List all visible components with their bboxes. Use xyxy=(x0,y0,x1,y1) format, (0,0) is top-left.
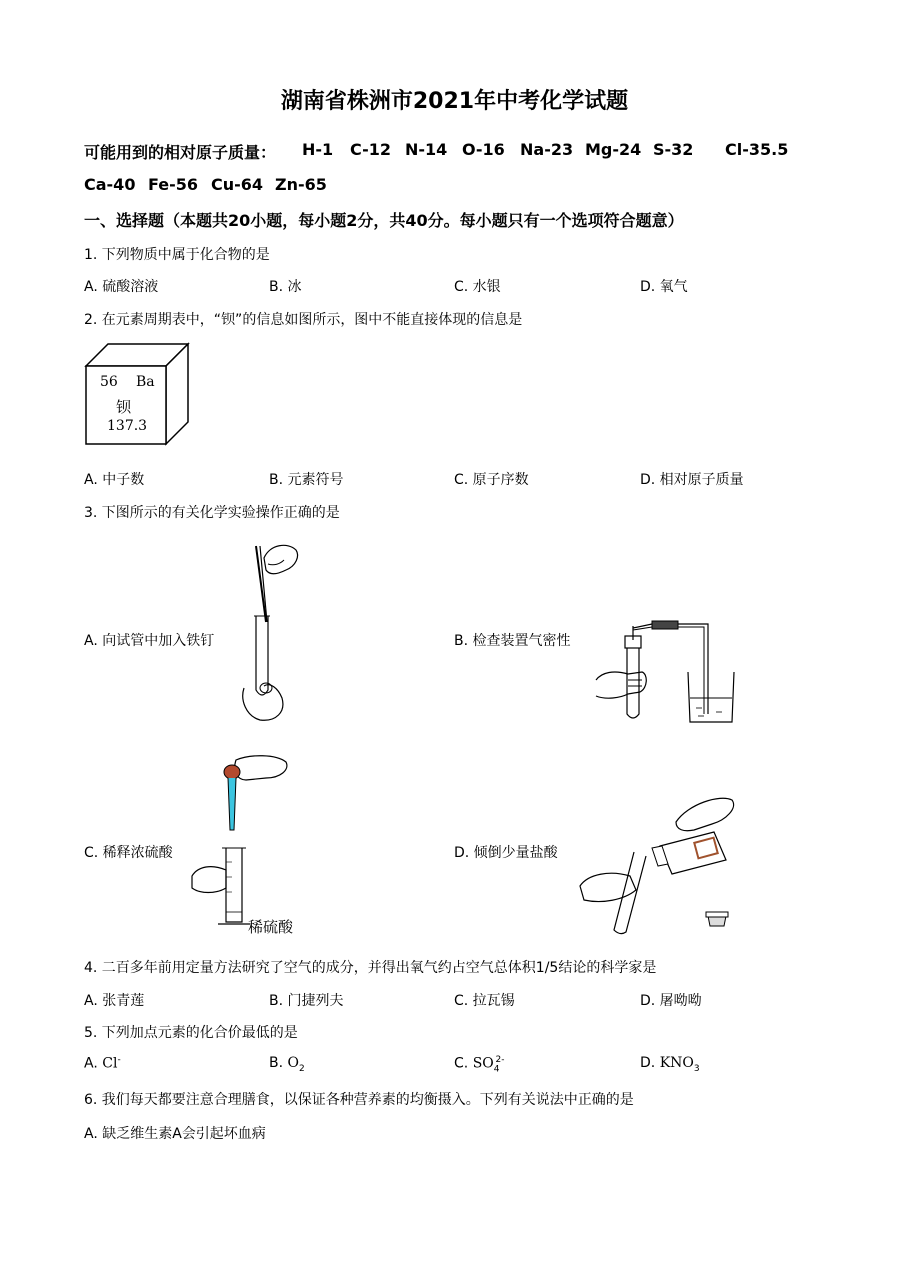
mass-o: O-16 xyxy=(462,140,505,159)
atomic-mass-label: 可能用到的相对原子质量： xyxy=(84,143,277,162)
mass-cl: Cl-35.5 xyxy=(725,140,789,159)
mass-mg: Mg-24 xyxy=(585,140,642,159)
q5-option-b-formula: O xyxy=(287,1055,299,1071)
mass-na: Na-23 xyxy=(520,140,574,159)
q2-option-a: A. 中子数 xyxy=(84,472,145,488)
figure-a-add-nail xyxy=(236,540,306,722)
q4-option-a: A. 张青莲 xyxy=(84,993,145,1009)
q3-option-a: A. 向试管中加入铁钉 xyxy=(84,633,215,649)
q5-option-b-prefix: B. xyxy=(269,1055,288,1071)
q5-option-d xyxy=(640,1055,700,1074)
q5-option-a-charge: - xyxy=(117,1055,121,1065)
q5-option-c-prefix: C. xyxy=(454,1055,473,1072)
page-title: 湖南省株洲市2021年中考化学试题 xyxy=(280,89,629,114)
q5-option-c-formula: SO xyxy=(472,1055,494,1072)
q3-option-d: D. 倾倒少量盐酸 xyxy=(454,845,558,861)
q1-option-a: A. 硫酸溶液 xyxy=(84,279,159,295)
q1-option-c: C. 水银 xyxy=(454,279,501,295)
q5-option-a-prefix: A. xyxy=(84,1055,103,1072)
q2-option-b: B. 元素符号 xyxy=(269,472,344,488)
q3-option-c: C. 稀释浓硫酸 xyxy=(84,845,173,861)
q5-option-c-charge: 2- xyxy=(495,1055,505,1065)
q3-option-b: B. 检查装置气密性 xyxy=(454,633,571,649)
mass-n: N-14 xyxy=(405,140,448,159)
mass-s: S-32 xyxy=(653,140,694,159)
q2-option-d: D. 相对原子质量 xyxy=(640,472,744,488)
mass-c: C-12 xyxy=(350,140,392,159)
mass-zn: Zn-65 xyxy=(275,175,327,194)
q5-option-a xyxy=(84,1055,121,1072)
question-1-stem: 1. 下列物质中属于化合物的是 xyxy=(84,247,270,263)
q2-option-c: C. 原子序数 xyxy=(454,472,529,488)
figure-d-pour-acid xyxy=(576,790,746,940)
mass-fe: Fe-56 xyxy=(148,175,199,194)
element-name: 钡 xyxy=(116,398,132,416)
q5-option-d-formula: KNO xyxy=(659,1055,694,1071)
q5-option-c xyxy=(454,1055,504,1074)
question-5-stem: 5. 下列加点元素的化合价最低的是 xyxy=(84,1025,298,1041)
q5-option-d-subscript: 3 xyxy=(693,1063,700,1074)
question-3-stem: 3. 下图所示的有关化学实验操作正确的是 xyxy=(84,505,340,521)
question-2-stem: 2. 在元素周期表中，“钡”的信息如图所示，图中不能直接体现的信息是 xyxy=(84,312,523,328)
q5-option-b xyxy=(269,1055,305,1074)
q1-option-d: D. 氧气 xyxy=(640,279,688,295)
question-6-stem: 6. 我们每天都要注意合理膳食，以保证各种营养素的均衡摄入。下列有关说法中正确的是 xyxy=(84,1092,634,1108)
figure-c-dilute-acid xyxy=(190,752,330,936)
q4-option-c: C. 拉瓦锡 xyxy=(454,993,515,1009)
section-heading: 一、选择题（本题共20小题，每小题2分，共40分。每小题只有一个选项符合题意） xyxy=(84,211,684,230)
mass-h: H-1 xyxy=(302,140,334,159)
figure-c-label: 稀硫酸 xyxy=(248,918,294,936)
mass-cu: Cu-64 xyxy=(211,175,264,194)
mass-ca: Ca-40 xyxy=(84,175,136,194)
q1-option-b: B. 冰 xyxy=(269,279,302,295)
element-atomic-number: 56 xyxy=(100,374,118,390)
q4-option-d: D. 屠呦呦 xyxy=(640,993,702,1009)
q5-option-b-subscript: 2 xyxy=(299,1063,305,1074)
q5-option-d-prefix: D. xyxy=(640,1055,660,1071)
q6-option-a: A. 缺乏维生素A会引起坏血病 xyxy=(84,1126,266,1142)
figure-b-airtightness xyxy=(592,618,742,728)
element-symbol: Ba xyxy=(136,374,155,390)
question-4-stem: 4. 二百多年前用定量方法研究了空气的成分，并得出氧气约占空气总体积1/5结论的科学家是 xyxy=(84,960,657,976)
element-atomic-mass: 137.3 xyxy=(107,418,148,434)
q4-option-b: B. 门捷列夫 xyxy=(269,993,344,1009)
q5-option-a-formula: Cl xyxy=(102,1055,118,1072)
q5-option-c-subscript: 4 xyxy=(493,1064,500,1075)
